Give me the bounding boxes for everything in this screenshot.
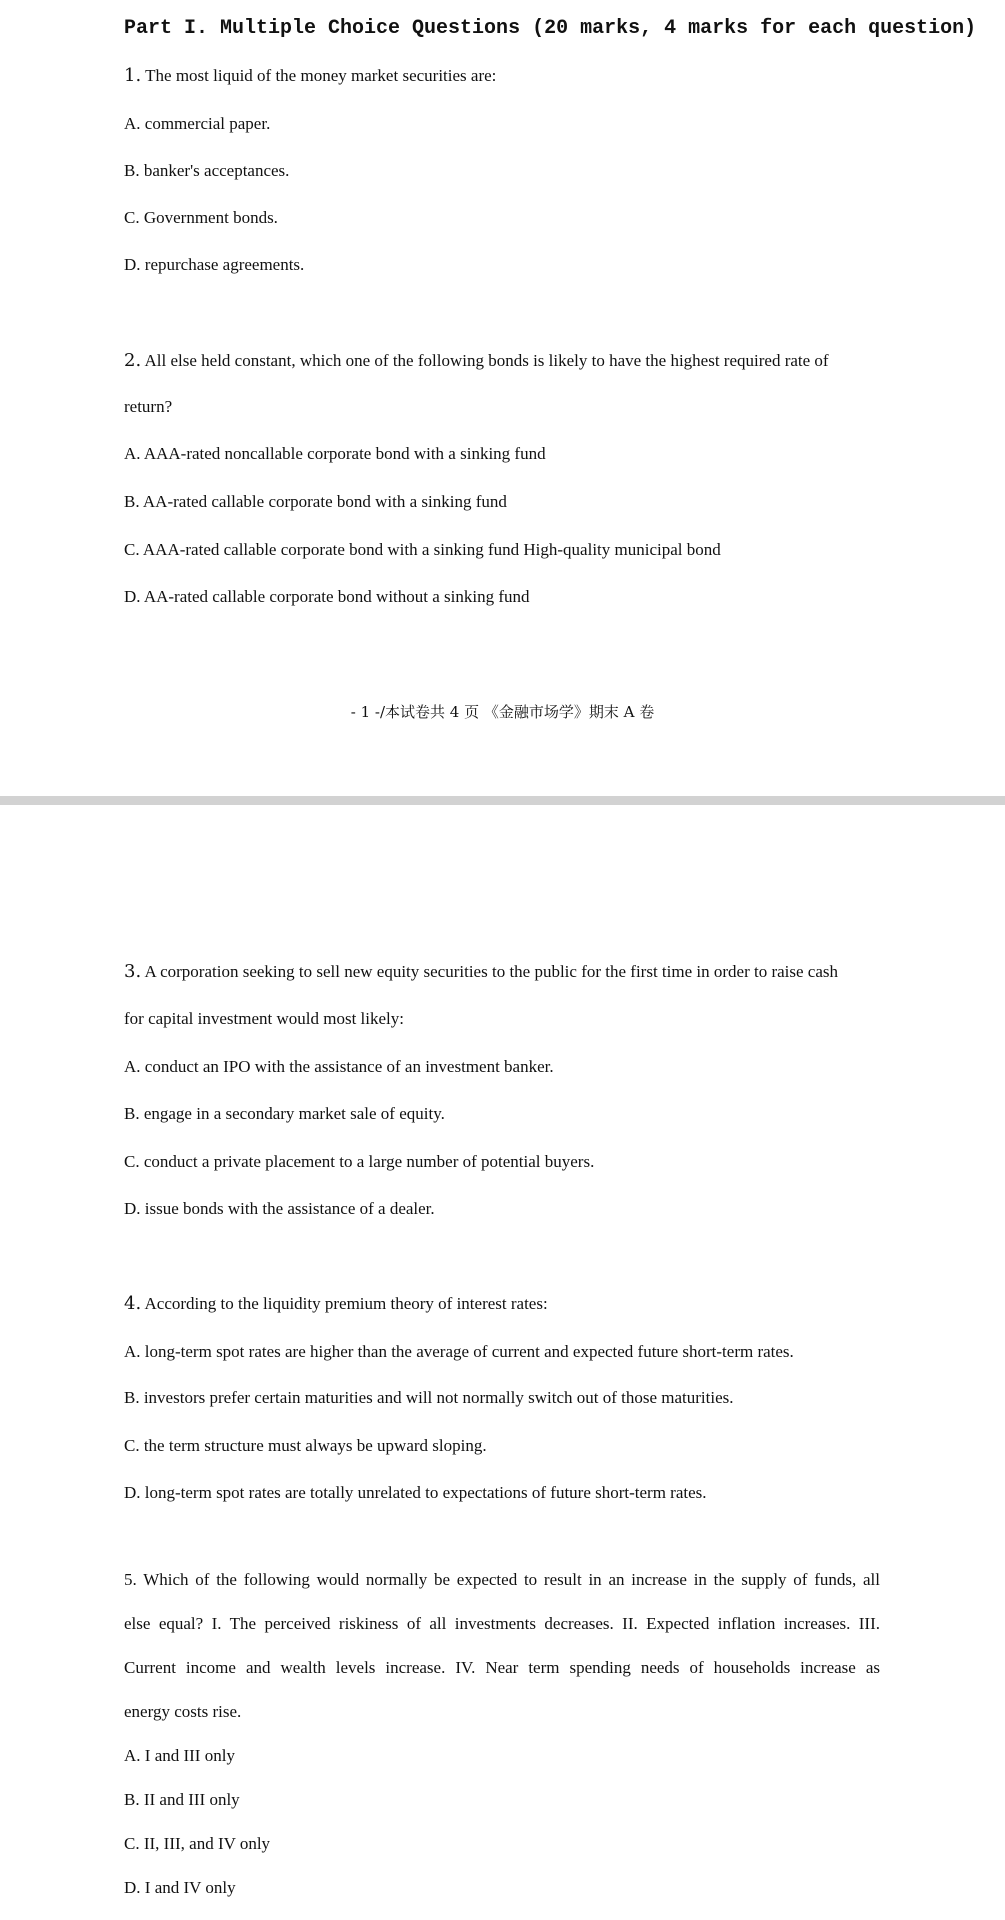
question-5-option-b: B. II and III only [124,1790,240,1809]
question-number: 1. [124,65,142,86]
question-2-stem-line-2: return? [124,397,173,416]
question-3-option-d: D. issue bonds with the assistance of a dealer. [124,1199,435,1218]
question-number: 4. [124,1293,142,1314]
question-number: 3. [124,961,142,982]
question-3-stem-line-1 [124,961,838,983]
question-3-option-c: C. conduct a private placement to a large number of potential buyers. [124,1152,595,1171]
section-heading: Part I. Multiple Choice Questions (20 marks, 4 marks for each question) [124,17,977,40]
page-footer: - 1 -/本试卷共 4 页 《金融市场学》期末 A 卷 [350,703,655,721]
question-1-option-c: C. Government bonds. [124,208,278,227]
question-text: All else held constant, which one of the following bonds is likely to have the highest required rate of [144,351,829,370]
question-2-option-c: C. AAA-rated callable corporate bond with a sinking fund High-quality municipal bond [124,540,721,559]
question-5-stem-line-1: 5. Which of the following would normally be expected to result in an increase in the supply of funds, all [124,1570,880,1589]
question-number: 2. [124,350,142,371]
question-2-stem-line-1 [124,350,829,372]
question-2-option-a: A. AAA-rated noncallable corporate bond with a sinking fund [124,444,546,463]
question-1-option-d: D. repurchase agreements. [124,255,305,274]
question-1-stem [124,65,496,87]
page-divider [0,796,1005,805]
question-5-option-a: A. I and III only [124,1746,235,1765]
question-5-stem-line-3: Current income and wealth levels increase. IV. Near term spending needs of households increase as [124,1658,880,1677]
question-2-option-b: B. AA-rated callable corporate bond with a sinking fund [124,492,507,511]
question-text: The most liquid of the money market securities are: [145,66,497,85]
question-4-option-b: B. investors prefer certain maturities and will not normally switch out of those maturities. [124,1388,734,1407]
question-2-option-d: D. AA-rated callable corporate bond without a sinking fund [124,587,530,606]
question-3-option-a: A. conduct an IPO with the assistance of an investment banker. [124,1057,554,1076]
question-5-stem-line-2: else equal? I. The perceived riskiness of all investments decreases. II. Expected inflation increases. III. [124,1614,880,1633]
question-3-option-b: B. engage in a secondary market sale of equity. [124,1104,445,1123]
question-5-stem-line-4: energy costs rise. [124,1702,242,1721]
question-4-stem [124,1293,548,1315]
question-5-option-d: D. I and IV only [124,1878,236,1897]
question-3-stem-line-2: for capital investment would most likely: [124,1009,404,1028]
question-4-option-c: C. the term structure must always be upward sloping. [124,1436,487,1455]
question-text: According to the liquidity premium theory of interest rates: [144,1294,548,1313]
question-4-option-d: D. long-term spot rates are totally unrelated to expectations of future short-term rates. [124,1483,707,1502]
question-text: A corporation seeking to sell new equity securities to the public for the first time in order to raise cash [144,962,839,981]
question-1-option-b: B. banker's acceptances. [124,161,290,180]
question-5-option-c: C. II, III, and IV only [124,1834,271,1853]
question-1-option-a: A. commercial paper. [124,114,271,133]
question-4-option-a: A. long-term spot rates are higher than the average of current and expected future short-term rates. [124,1342,794,1361]
